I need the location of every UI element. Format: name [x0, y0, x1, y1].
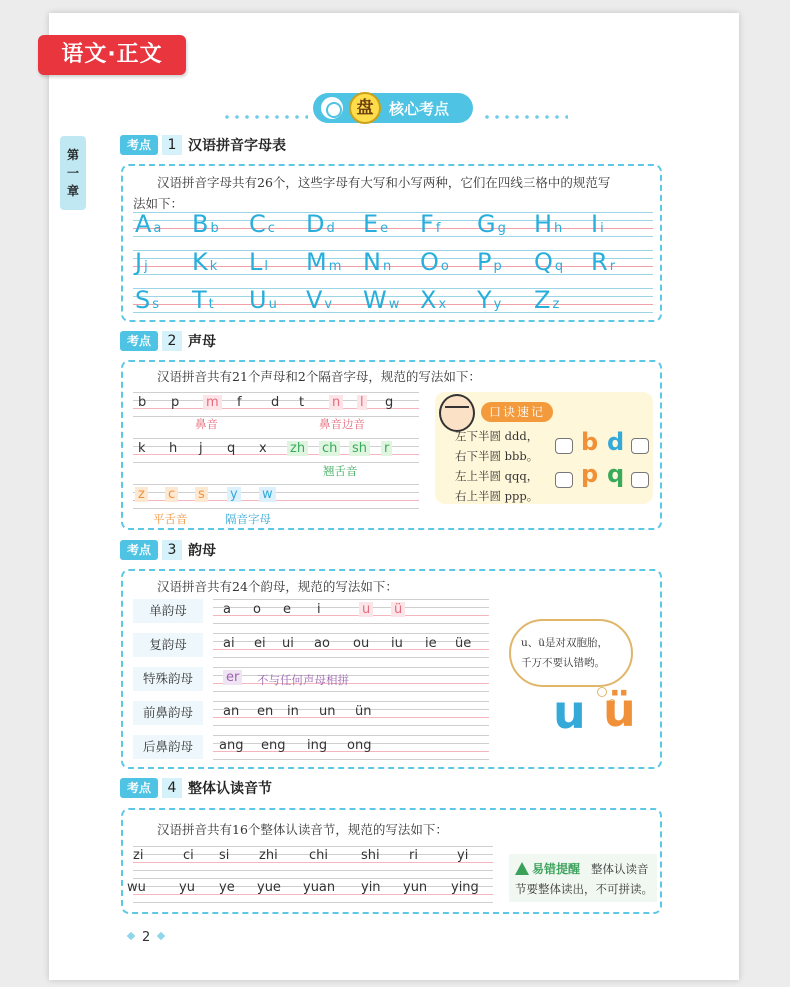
lowercase-letter: t	[208, 297, 214, 312]
letter-q-glyph: q	[607, 460, 625, 488]
initials-box	[121, 360, 662, 530]
final-symbol: u	[359, 602, 373, 617]
initial-symbol: r	[381, 441, 392, 456]
mnemonic-line: 左下半圆 ddd，	[455, 429, 539, 443]
section-number: 1	[162, 135, 182, 155]
uppercase-letter: Q	[534, 248, 553, 276]
alphabet-letter-pair	[135, 210, 192, 240]
writing-line	[133, 416, 419, 417]
final-symbol: eng	[261, 738, 286, 753]
initial-symbol: ch	[319, 441, 340, 456]
lowercase-letter: r	[609, 259, 616, 274]
lowercase-letter: z	[552, 297, 560, 312]
uppercase-letter: H	[534, 210, 553, 238]
lowercase-letter: o	[440, 259, 449, 274]
intro-text: 汉语拼音共有24个韵母，规范的写法如下：	[157, 579, 398, 594]
alphabet-letter-pair	[477, 248, 534, 278]
uppercase-letter: R	[591, 248, 608, 276]
intro-text: 汉语拼音字母共有26个，这些字母有大写和小写两种，它们在四线三格中的规范写	[157, 175, 611, 190]
final-symbol: ing	[307, 738, 328, 753]
mnemonic-line: 右上半圆 ppp。	[455, 489, 539, 503]
alphabet-letter-pair	[306, 210, 363, 240]
uppercase-letter: E	[363, 210, 379, 238]
uppercase-letter: S	[135, 286, 151, 314]
alphabet-letter-pair	[135, 248, 192, 278]
alphabet-letter-pair	[591, 248, 648, 278]
syllable-symbol: chi	[309, 848, 328, 863]
separator-note: 隔音字母	[225, 512, 271, 526]
writing-line	[213, 683, 489, 684]
alphabet-box	[121, 164, 662, 322]
alphabet-row	[135, 248, 655, 278]
uppercase-letter: N	[363, 248, 381, 276]
mnemonic-line: 右下半圆 bbb。	[455, 449, 539, 463]
lowercase-letter: w	[388, 297, 400, 312]
final-symbol: o	[253, 602, 261, 617]
letter-u-glyph: u	[553, 685, 586, 739]
uppercase-letter: X	[420, 286, 437, 314]
alphabet-letter-pair	[249, 210, 306, 240]
boy-face-icon	[439, 394, 475, 432]
lowercase-letter: a	[153, 221, 162, 236]
final-symbol: ang	[219, 738, 244, 753]
writing-line	[133, 438, 419, 439]
final-symbol: ui	[282, 636, 294, 651]
initial-symbol: q	[227, 441, 236, 456]
finals-row-label: 复韵母	[133, 633, 203, 657]
writing-line	[133, 392, 419, 393]
syllable-symbol: yu	[179, 880, 195, 895]
mnemonic-card	[435, 392, 653, 504]
uppercase-letter: J	[135, 248, 143, 276]
alphabet-letter-pair	[192, 248, 249, 278]
uppercase-letter: L	[249, 248, 263, 276]
initial-symbol: l	[357, 395, 367, 410]
letter-d-glyph: d	[607, 428, 625, 456]
syllables-box	[121, 808, 662, 914]
retroflex-note: 翘舌音	[323, 464, 358, 478]
syllable-symbol: si	[219, 848, 230, 863]
alphabet-letter-pair	[306, 248, 363, 278]
lowercase-letter: i	[600, 221, 604, 236]
uppercase-letter: K	[192, 248, 208, 276]
section-number: 2	[162, 331, 182, 351]
lowercase-letter: b	[210, 221, 219, 236]
syllable-symbol: ying	[451, 880, 479, 895]
initial-symbol: f	[237, 395, 242, 410]
writing-lines	[213, 667, 489, 691]
final-symbol: üe	[455, 636, 472, 651]
mnemonic-line: 左上半圆 qqq，	[455, 469, 539, 483]
final-symbol: ün	[355, 704, 372, 719]
final-symbol: ai	[223, 636, 235, 651]
letter-u-umlaut-glyph: ü	[603, 683, 636, 737]
final-symbol: a	[223, 602, 231, 617]
final-symbol: un	[319, 704, 336, 719]
final-symbol: en	[257, 704, 274, 719]
initial-symbol: c	[165, 487, 178, 502]
writing-line	[133, 846, 493, 847]
finals-row-label: 单韵母	[133, 599, 203, 623]
warning-title	[515, 860, 580, 877]
uppercase-letter: D	[306, 210, 325, 238]
alphabet-letter-pair	[249, 286, 306, 316]
uppercase-letter: P	[477, 248, 492, 276]
initial-symbol: d	[271, 395, 280, 410]
uppercase-letter: W	[363, 286, 387, 314]
warning-title-text: 易错提醒	[532, 862, 581, 876]
thumb-icon	[555, 472, 573, 488]
writing-line	[213, 599, 489, 600]
initial-symbol: s	[195, 487, 208, 502]
lowercase-letter: n	[382, 259, 392, 274]
writing-line	[213, 675, 489, 676]
warning-line: 节要整体读出，不可拼读。	[515, 882, 653, 896]
finals-box	[121, 569, 662, 769]
syllable-symbol: ye	[219, 880, 235, 895]
alphabet-letter-pair	[192, 210, 249, 240]
writing-line	[133, 508, 419, 509]
lowercase-letter: x	[438, 297, 447, 312]
final-symbol: ü	[391, 602, 405, 617]
writing-line	[213, 667, 489, 668]
chapter-char: 第	[66, 148, 79, 162]
initial-symbol: z	[135, 487, 148, 502]
alphabet-letter-pair	[534, 248, 591, 278]
syllable-symbol: zhi	[259, 848, 278, 863]
writing-line	[213, 701, 489, 702]
thumb-icon	[631, 472, 649, 488]
lowercase-letter: y	[493, 297, 502, 312]
banner-pill	[313, 93, 473, 123]
lowercase-letter: q	[554, 259, 564, 274]
banner-title: 核心考点	[389, 99, 450, 118]
syllable-symbol: ci	[183, 848, 194, 863]
writing-line	[213, 623, 489, 624]
kaodian-badge: 考点	[120, 778, 158, 798]
banner-dots	[222, 115, 308, 119]
nasal-lateral-note: 鼻音边音	[319, 417, 365, 431]
final-symbol: in	[287, 704, 299, 719]
finals-row-label: 后鼻韵母	[133, 735, 203, 759]
uppercase-letter: Z	[534, 286, 551, 314]
finals-row-label: 特殊韵母	[133, 667, 203, 691]
writing-line	[133, 462, 419, 463]
writing-line	[213, 657, 489, 658]
uppercase-letter: O	[420, 248, 439, 276]
section-title: 韵母	[188, 543, 216, 559]
writing-line	[213, 759, 489, 760]
final-symbol: e	[283, 602, 291, 617]
uppercase-letter: T	[192, 286, 207, 314]
warning-box	[509, 854, 657, 902]
syllable-symbol: ri	[409, 848, 418, 863]
diamond-icon	[157, 932, 165, 940]
final-symbol: er	[223, 670, 242, 685]
syllable-symbol: shi	[361, 848, 380, 863]
section-head-2	[120, 330, 216, 352]
alphabet-row	[135, 210, 655, 240]
intro-text: 汉语拼音共有21个声母和2个隔音字母，规范的写法如下：	[157, 369, 481, 384]
flat-tongue-note: 平舌音	[153, 512, 188, 526]
initial-symbol: zh	[287, 441, 308, 456]
initial-symbol: n	[329, 395, 343, 410]
alphabet-letter-pair	[363, 286, 420, 316]
pan-badge: 盘	[349, 92, 381, 124]
alphabet-letter-pair	[135, 286, 192, 316]
intro-text: 法如下：	[133, 196, 184, 211]
uppercase-letter: M	[306, 248, 327, 276]
initial-symbol: m	[203, 395, 222, 410]
lowercase-letter: d	[326, 221, 335, 236]
initial-symbol: j	[199, 441, 203, 456]
uppercase-letter: A	[135, 210, 152, 238]
bubble-line: 千万不要认错哟。	[521, 657, 605, 669]
writing-line	[213, 633, 489, 634]
alphabet-letter-pair	[477, 286, 534, 316]
writing-line	[213, 735, 489, 736]
chapter-char: 章	[66, 184, 79, 198]
writing-line	[133, 878, 493, 879]
section-head-4	[120, 777, 272, 799]
chapter-tab	[60, 136, 86, 210]
writing-lines	[213, 701, 489, 725]
alphabet-letter-pair	[192, 286, 249, 316]
section-title: 声母	[188, 334, 216, 350]
lowercase-letter: u	[268, 297, 277, 312]
initial-symbol: k	[138, 441, 146, 456]
alphabet-letter-pair	[420, 286, 477, 316]
lowercase-letter: e	[380, 221, 389, 236]
syllable-symbol: zi	[133, 848, 144, 863]
syllable-symbol: yin	[361, 880, 381, 895]
lowercase-letter: l	[264, 259, 268, 274]
lowercase-letter: m	[328, 259, 342, 274]
writing-line	[213, 725, 489, 726]
lowercase-letter: c	[267, 221, 275, 236]
alphabet-letter-pair	[306, 286, 363, 316]
uppercase-letter: I	[591, 210, 599, 238]
syllable-symbol: yuan	[303, 880, 336, 895]
mnemonic-title: 口诀速记	[481, 402, 553, 422]
uppercase-letter: G	[477, 210, 496, 238]
page-number	[120, 930, 172, 945]
alphabet-letter-pair	[534, 286, 591, 316]
banner-dots	[482, 115, 568, 119]
nasal-note: 鼻音	[195, 417, 218, 431]
lowercase-letter: h	[554, 221, 563, 236]
uppercase-letter: U	[249, 286, 267, 314]
section-title: 汉语拼音字母表	[188, 138, 286, 154]
diamond-icon	[127, 932, 135, 940]
uppercase-letter: V	[306, 286, 323, 314]
section-head-3	[120, 539, 216, 561]
alphabet-letter-pair	[420, 248, 477, 278]
syllable-symbol: yi	[457, 848, 469, 863]
writing-line	[213, 691, 489, 692]
finals-row-label: 前鼻韵母	[133, 701, 203, 725]
final-symbol: iu	[391, 636, 403, 651]
final-symbol: an	[223, 704, 240, 719]
letter-p-glyph: p	[581, 460, 599, 488]
alphabet-letter-pair	[534, 210, 591, 240]
writing-line	[133, 902, 493, 903]
initial-symbol: p	[171, 395, 180, 410]
writing-line	[133, 870, 493, 871]
kaodian-badge: 考点	[120, 540, 158, 560]
uppercase-letter: Y	[477, 286, 492, 314]
alphabet-row	[135, 286, 655, 316]
alphabet-letter-pair	[477, 210, 534, 240]
lowercase-letter: s	[152, 297, 160, 312]
syllable-symbol: yue	[257, 880, 281, 895]
initial-symbol: w	[259, 487, 276, 502]
section-number: 4	[162, 778, 182, 798]
alphabet-letter-pair	[249, 248, 306, 278]
alphabet-letter-pair	[363, 248, 420, 278]
final-symbol: ou	[353, 636, 370, 651]
page-number-text: 2	[142, 930, 151, 945]
kaodian-badge: 考点	[120, 331, 158, 351]
alphabet-letter-pair	[420, 210, 477, 240]
section-number: 3	[162, 540, 182, 560]
thumb-icon	[555, 438, 573, 454]
final-symbol: ei	[254, 636, 266, 651]
writing-line	[133, 484, 419, 485]
warning-icon	[515, 862, 529, 875]
bubble-line: u、ü是对双胞胎，	[521, 637, 609, 649]
lowercase-letter: p	[493, 259, 502, 274]
uppercase-letter: B	[192, 210, 209, 238]
writing-line	[213, 709, 489, 710]
speech-bubble	[509, 619, 633, 687]
initial-symbol: x	[259, 441, 267, 456]
subject-tag: 语文·正文	[38, 35, 186, 75]
thumb-icon	[631, 438, 649, 454]
final-symbol: i	[317, 602, 321, 617]
section-banner	[222, 91, 562, 125]
initial-symbol: g	[385, 395, 394, 410]
lowercase-letter: f	[435, 221, 441, 236]
lowercase-letter: v	[324, 297, 333, 312]
final-symbol: ie	[425, 636, 437, 651]
section-title: 整体认读音节	[188, 781, 272, 797]
alphabet-letter-pair	[363, 210, 420, 240]
section-head-1	[120, 134, 286, 156]
final-symbol: ao	[314, 636, 330, 651]
lowercase-letter: k	[209, 259, 218, 274]
syllable-symbol: yun	[403, 880, 428, 895]
initial-symbol: h	[169, 441, 178, 456]
intro-text: 汉语拼音共有16个整体认读音节，规范的写法如下：	[157, 822, 448, 837]
initial-symbol: b	[138, 395, 147, 410]
final-symbol: ong	[347, 738, 372, 753]
uppercase-letter: F	[420, 210, 434, 238]
letter-b-glyph: b	[581, 428, 599, 456]
finals-note: 不与任何声母相拼	[257, 673, 349, 687]
warning-line: 整体认读音	[591, 862, 649, 876]
target-icon	[321, 97, 343, 119]
initial-symbol: t	[299, 395, 305, 410]
lowercase-letter: g	[497, 221, 506, 236]
uppercase-letter: C	[249, 210, 266, 238]
syllable-symbol: wu	[127, 880, 146, 895]
initial-symbol: sh	[349, 441, 370, 456]
initial-symbol: y	[227, 487, 241, 502]
writing-line	[213, 717, 489, 718]
chapter-char: 一	[66, 166, 79, 180]
lowercase-letter: j	[144, 259, 148, 274]
alphabet-letter-pair	[591, 210, 648, 240]
kaodian-badge: 考点	[120, 135, 158, 155]
